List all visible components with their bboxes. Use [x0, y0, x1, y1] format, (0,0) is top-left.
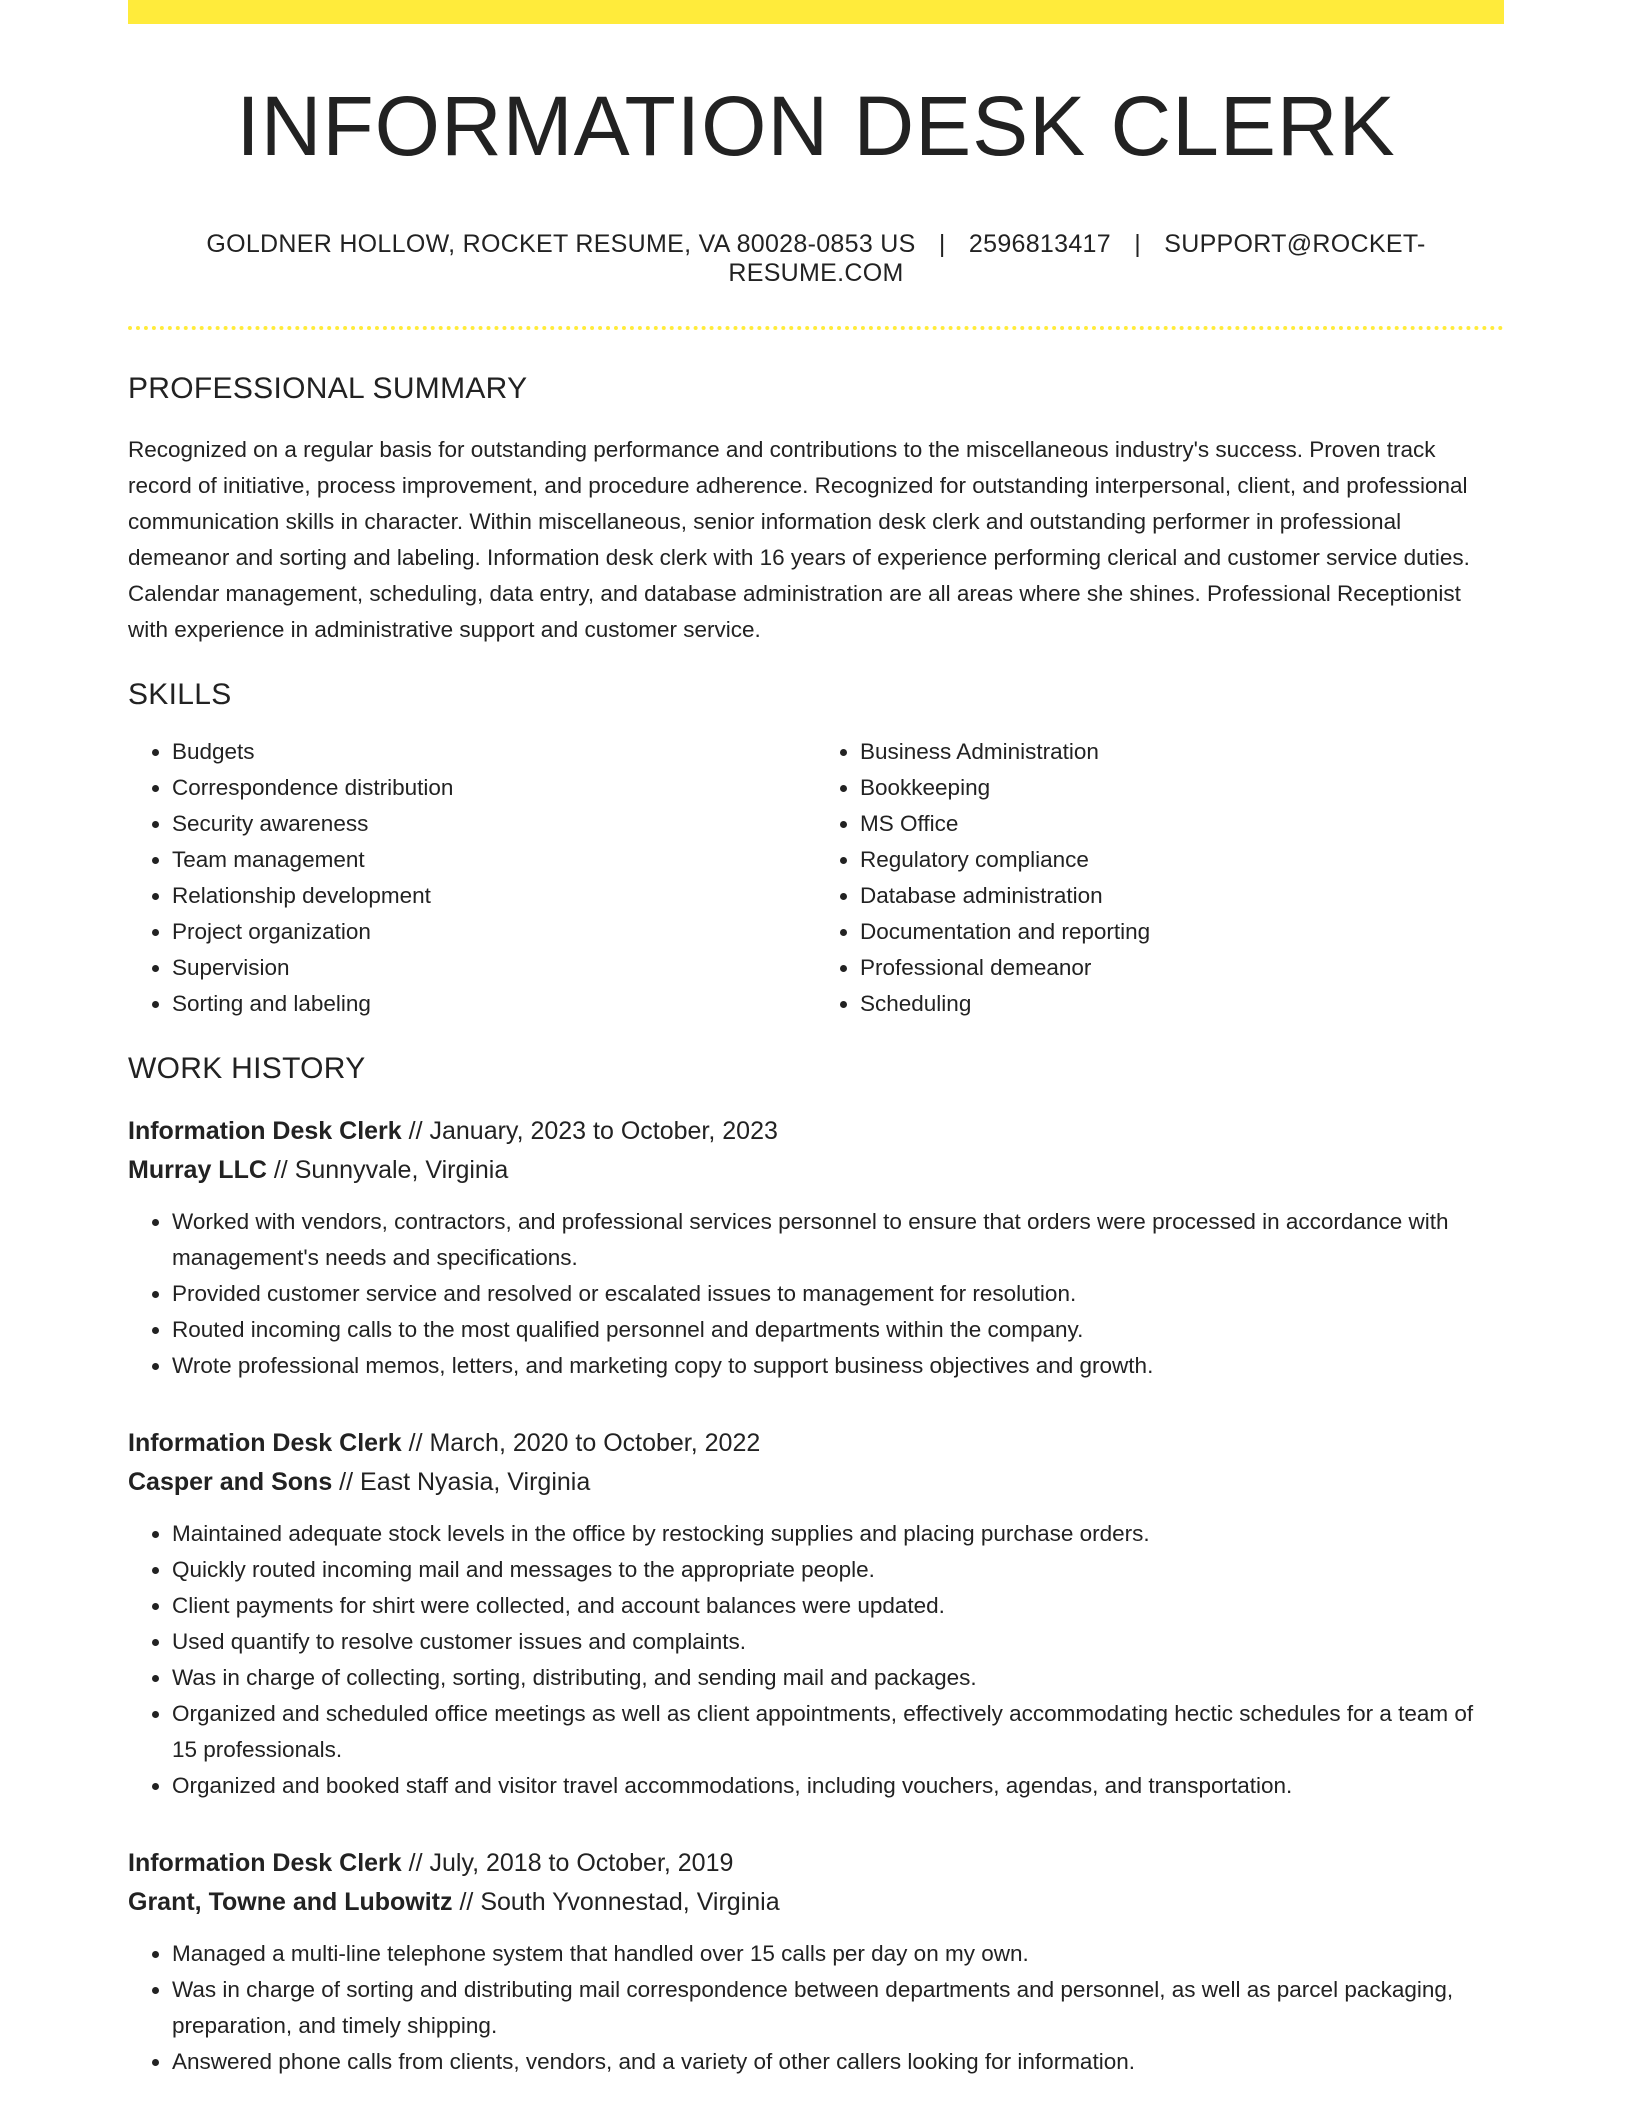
skill-item: • MS Office [860, 806, 1504, 842]
job-location: South Yvonnestad, Virginia [480, 1888, 780, 1917]
job-title-line [128, 1424, 1504, 1463]
job-separator: // [452, 1888, 481, 1917]
resume-page [128, 0, 1504, 2080]
job-company: Murray LLC [128, 1156, 267, 1185]
job-dates: January, 2023 to October, 2023 [429, 1117, 778, 1146]
skill-item: • Security awareness [172, 806, 816, 842]
skill-item: • Regulatory compliance [860, 842, 1504, 878]
skill-item: • Scheduling [860, 986, 1504, 1022]
job-bullet: • Organized and scheduled office meetings as well as client appointments, effectively accommodating hectic schedules for a team of 15 professionals. [172, 1696, 1504, 1768]
job-title-line [128, 1112, 1504, 1151]
skill-item: • Bookkeeping [860, 770, 1504, 806]
skill-item: • Project organization [172, 914, 816, 950]
summary-heading: PROFESSIONAL SUMMARY [128, 372, 528, 406]
job-bullet: • Client payments for shirt were collected, and account balances were updated. [172, 1588, 1504, 1624]
contact-separator: | [1134, 230, 1141, 259]
job-company: Casper and Sons [128, 1468, 333, 1497]
job-bullets [128, 1516, 1504, 1804]
job-bullet: • Answered phone calls from clients, vendors, and a variety of other callers looking for information. [172, 2044, 1504, 2080]
job-bullet: • Quickly routed incoming mail and messages to the appropriate people. [172, 1552, 1504, 1588]
job-company: Grant, Towne and Lubowitz [128, 1888, 453, 1917]
contact-email[interactable]: SUPPORT@ROCKET-RESUME.COM [728, 230, 1426, 288]
job-title-line [128, 1844, 1504, 1883]
skills-heading: SKILLS [128, 678, 232, 712]
job-dates: March, 2020 to October, 2022 [429, 1429, 761, 1458]
job-title: Information Desk Clerk [128, 1117, 402, 1146]
job-entry [128, 1424, 1504, 1804]
job-location: East Nyasia, Virginia [360, 1468, 591, 1497]
job-bullet: • Routed incoming calls to the most qualified personnel and departments within the company. [172, 1312, 1504, 1348]
resume-title: INFORMATION DESK CLERK [236, 79, 1396, 173]
contact-address: GOLDNER HOLLOW, ROCKET RESUME, VA 80028-0853 US [206, 230, 916, 259]
job-separator: // [401, 1849, 430, 1878]
skill-item: • Business Administration [860, 734, 1504, 770]
job-title: Information Desk Clerk [128, 1429, 402, 1458]
job-separator: // [266, 1156, 295, 1185]
contact-phone[interactable]: 2596813417 [968, 230, 1111, 259]
contact-separator: | [938, 230, 946, 259]
skill-item: • Database administration [860, 878, 1504, 914]
skill-item: • Sorting and labeling [172, 986, 816, 1022]
job-bullet: • Used quantify to resolve customer issues and complaints. [172, 1624, 1504, 1660]
job-bullet: • Organized and booked staff and visitor travel accommodations, including vouchers, agendas, and transportation. [172, 1768, 1504, 1804]
skill-item: • Professional demeanor [860, 950, 1504, 986]
job-bullets [128, 1936, 1504, 2080]
job-company-line [128, 1883, 1504, 1922]
job-bullet: • Maintained adequate stock levels in the office by restocking supplies and placing purchase orders. [172, 1516, 1504, 1552]
job-bullet: • Was in charge of sorting and distributing mail correspondence between departments and personnel, as well as parcel packaging, preparation, and timely shipping. [172, 1972, 1504, 2044]
skill-item: • Team management [172, 842, 816, 878]
job-bullet: • Was in charge of collecting, sorting, distributing, and sending mail and packages. [172, 1660, 1504, 1696]
skills-list [128, 734, 1504, 1022]
job-bullet: • Provided customer service and resolved or escalated issues to management for resolution. [172, 1276, 1504, 1312]
job-bullet: • Wrote professional memos, letters, and marketing copy to support business objectives and growth. [172, 1348, 1504, 1384]
job-bullets [128, 1204, 1504, 1384]
job-separator: // [332, 1468, 361, 1497]
job-entry [128, 1844, 1504, 2080]
job-separator: // [401, 1429, 430, 1458]
summary-text: Recognized on a regular basis for outstanding performance and contributions to the miscellaneous industry's success. Proven track record of initiative, process improvement, and procedure adherence. Recognized for outstanding interpersonal, client, and professional communication skills in character. Within miscellaneous, senior information desk clerk and outstanding performer in professional demeanor and sorting and labeling. Information desk clerk with 16 years of experience performing clerical and customer service duties. Calendar management, scheduling, data entry, and database administration are all areas where she shines. Professional Receptionist with experience in administrative support and customer service. [128, 437, 1470, 643]
contact-line [128, 230, 1504, 288]
job-dates: July, 2018 to October, 2019 [429, 1849, 734, 1878]
header-divider [128, 326, 1504, 330]
job-bullet: • Managed a multi-line telephone system that handled over 15 calls per day on my own. [172, 1936, 1504, 1972]
work-history-heading: WORK HISTORY [128, 1052, 366, 1086]
accent-bar [128, 0, 1504, 24]
job-company-line [128, 1151, 1504, 1190]
job-company-line [128, 1463, 1504, 1502]
job-bullet: • Worked with vendors, contractors, and professional services personnel to ensure that orders were processed in accordance with management's needs and specifications. [172, 1204, 1504, 1276]
skill-item: • Correspondence distribution [172, 770, 816, 806]
job-separator: // [401, 1117, 430, 1146]
skill-item: • Budgets [172, 734, 816, 770]
skill-item: • Documentation and reporting [860, 914, 1504, 950]
job-entry [128, 1112, 1504, 1384]
skills-column-left [128, 734, 816, 1022]
job-title: Information Desk Clerk [128, 1849, 402, 1878]
skill-item: • Relationship development [172, 878, 816, 914]
skill-item: • Supervision [172, 950, 816, 986]
skills-column-right [816, 734, 1504, 1022]
job-location: Sunnyvale, Virginia [294, 1156, 509, 1185]
